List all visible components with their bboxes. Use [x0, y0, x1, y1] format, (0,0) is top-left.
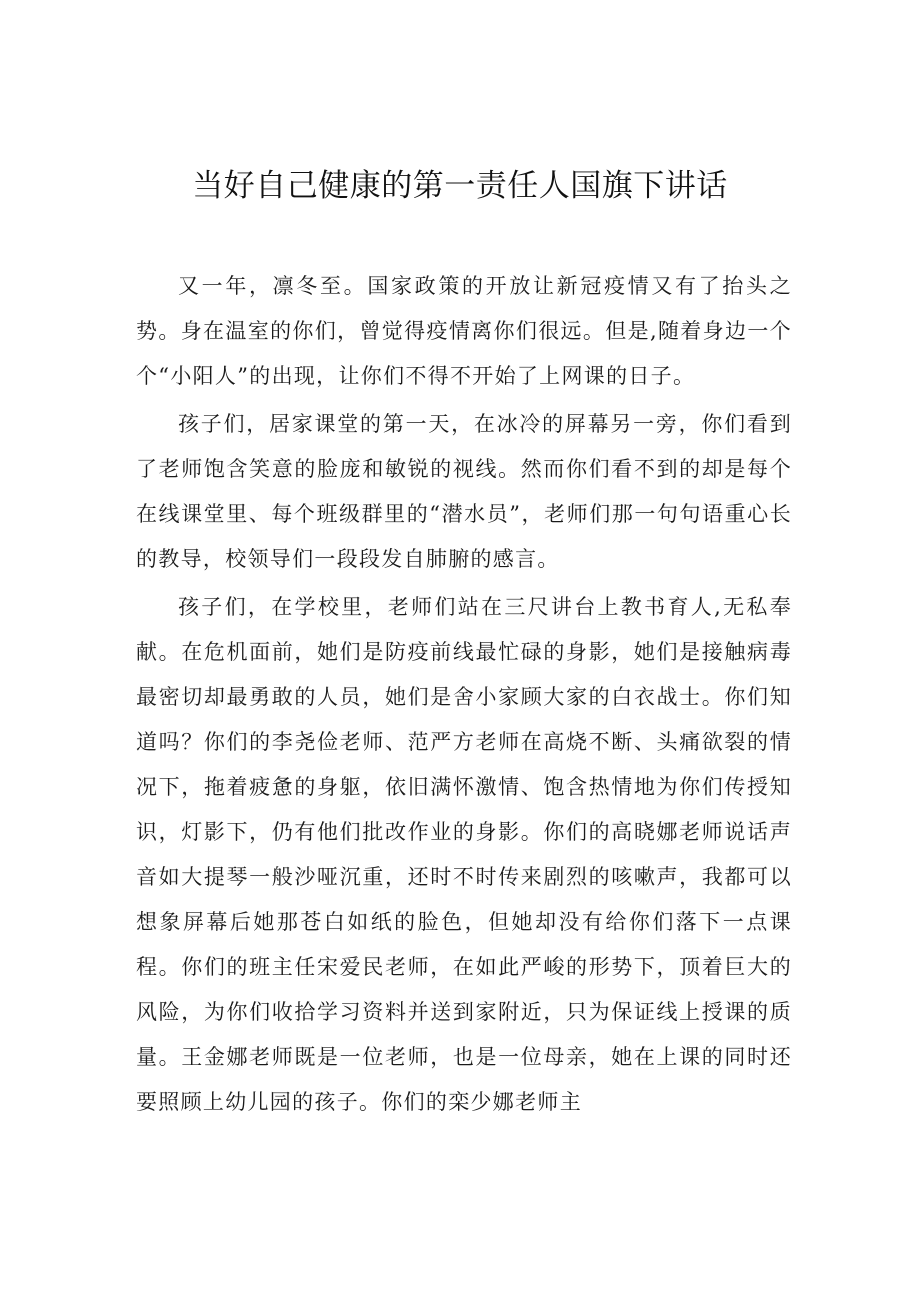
- page-title: 当好自己健康的第一责任人国旗下讲话: [192, 168, 728, 204]
- paragraph-2: 孩子们，居家课堂的第一天，在冰冷的屏幕另一旁，你们看到了老师饱含笑意的脸庞和敏锐的视线。然而你们看不到的却是每个在线课堂里、每个班级群里的“潜水员”，老师们那一句句语重心长的教导，校领导们一段段发自肺腑的感言。: [136, 412, 792, 571]
- document-body: [136, 264, 792, 1128]
- paragraph-1: 又一年，凛冬至。国家政策的开放让新冠疫情又有了抬头之势。身在温室的你们，曾觉得疫情离你们很远。但是,随着身边一个个“小阳人”的出现，让你们不得不开始了上网课的日子。: [136, 274, 792, 388]
- paragraph-3: 孩子们，在学校里，老师们站在三尺讲台上教书育人,无私奉献。在危机面前，她们是防疫前线最忙碌的身影，她们是接触病毒最密切却最勇敢的人员，她们是舍小家顾大家的白衣战士。你们知道吗？你们的李尧俭老师、范严方老师在高烧不断、头痛欲裂的情况下，拖着疲惫的身躯，依旧满怀激情、饱含热情地为你们传授知识，灯影下，仍有他们批改作业的身影。你们的高晓娜老师说话声音如大提琴一般沙哑沉重，还时不时传来剧烈的咳嗽声，我都可以想象屏幕后她那苍白如纸的脸色，但她却没有给你们落下一点课程。你们的班主任宋爱民老师，在如此严峻的形势下，顶着巨大的风险，为你们收拾学习资料并送到家附近，只为保证线上授课的质量。王金娜老师既是一位老师，也是一位母亲，她在上课的同时还要照顾上幼儿园的孩子。你们的栾少娜老师主: [136, 595, 792, 1114]
